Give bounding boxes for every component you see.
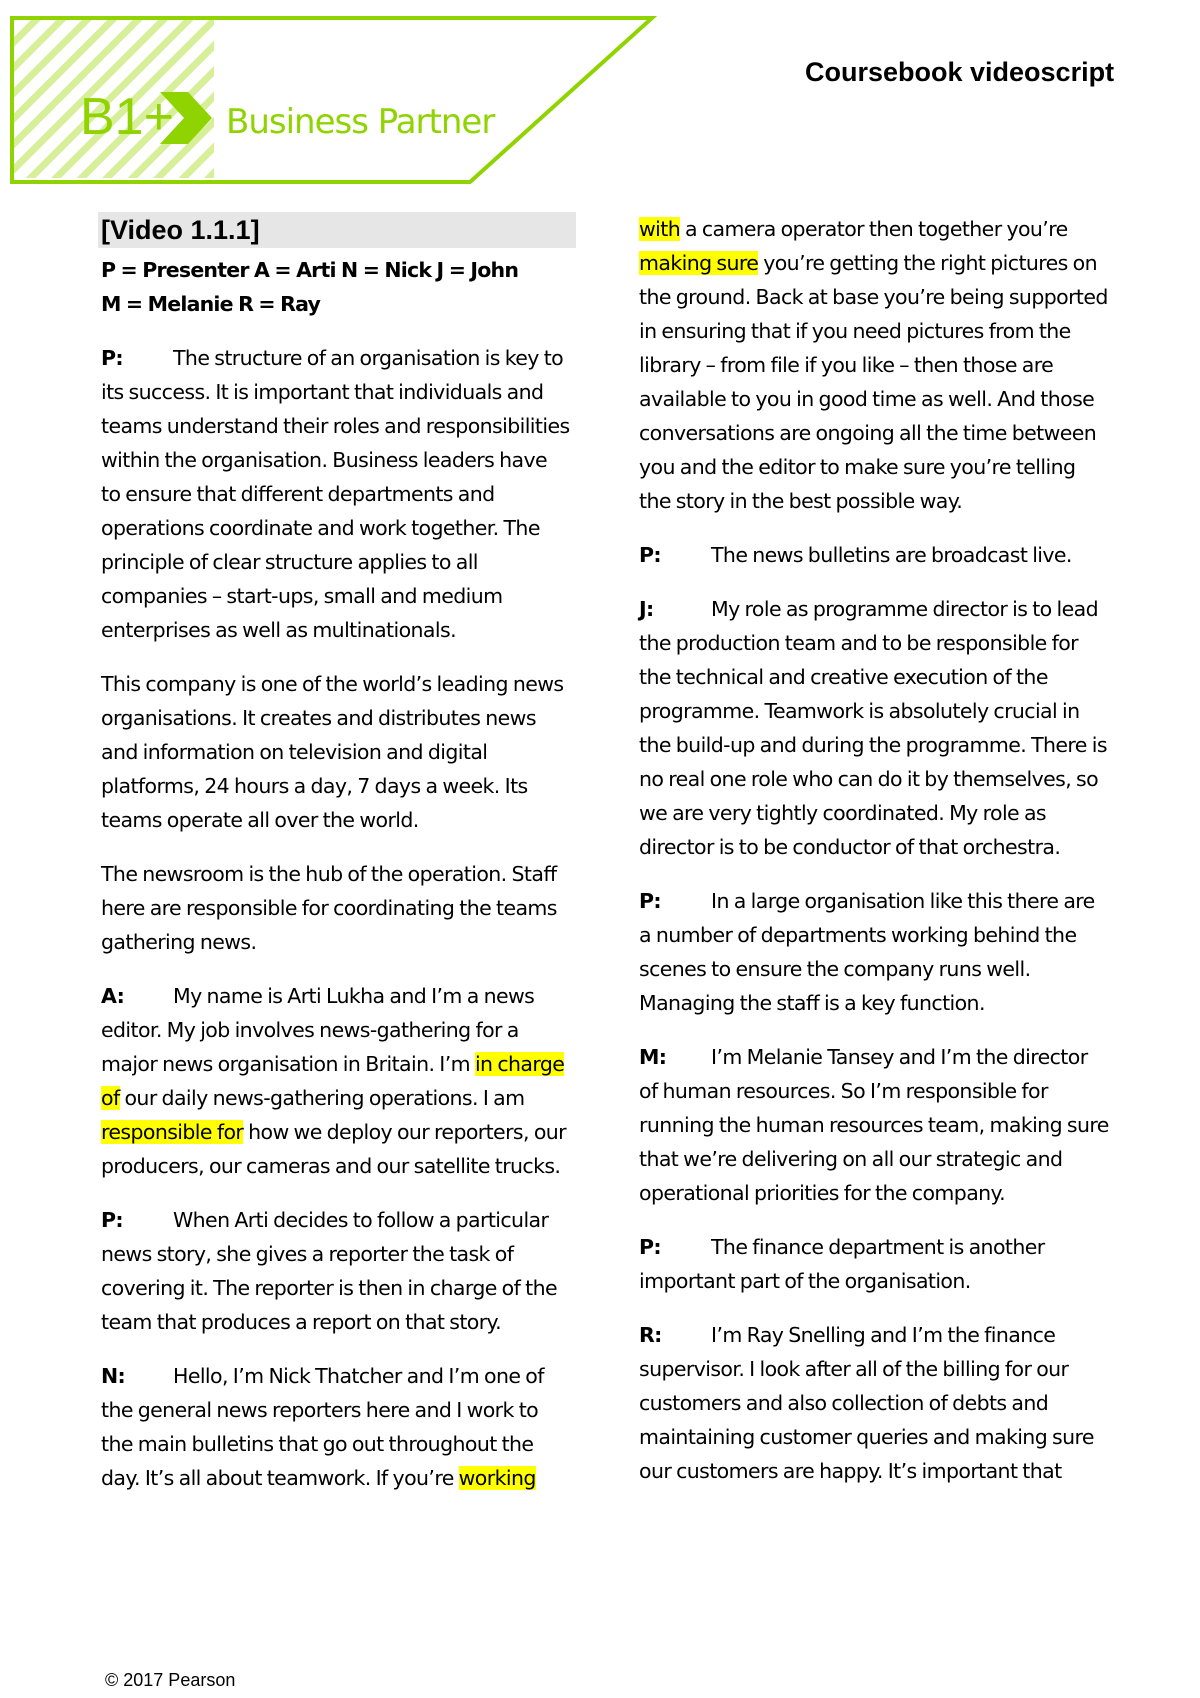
speaker-key-line: M = Melanie R = Ray (101, 292, 321, 316)
paragraph-text: The structure of an organisation is key to its success. It is important that individuals and teams understand their roles and responsibilities within the organisation. Business leaders have to ensure that different departments and operations coordinate and work together. The principle of clear structure applies to all companies – start-ups, small and medium enterprises as well as multinationals. (101, 346, 570, 642)
paragraph-text: our daily news-gathering operations. I am (119, 1086, 525, 1110)
script-paragraph (101, 1203, 571, 1339)
paragraph-text: I’m Ray Snelling and I’m the finance supervisor. I look after all of the billing for our customers and also collection of debts and maintaining customer queries and making sure our customers are happy. It’s important that (639, 1323, 1094, 1483)
speaker-key (101, 253, 571, 321)
script-paragraph: This company is one of the world’s leading news organisations. It creates and distributes news and information on television and digital platforms, 24 hours a day, 7 days a week. Its teams operate all over the world. (101, 672, 564, 832)
logo-series: Business Partner (226, 102, 495, 142)
speaker-label: J: (639, 597, 654, 621)
speaker-key-line: P = Presenter A = Arti N = Nick J = John (101, 258, 519, 282)
script-paragraph: The newsroom is the hub of the operation. Staff here are responsible for coordinating the teams gathering news. (101, 862, 557, 954)
script-paragraph (639, 538, 1109, 572)
highlighted-phrase: in charge of (101, 1052, 565, 1110)
highlighted-phrase: working (458, 1466, 536, 1490)
paragraph-text: In a large organisation like this there are a number of departments working behind the scenes to ensure the company runs well. Managing the staff is a key function. (639, 889, 1095, 1015)
speaker-label: N: (101, 1364, 126, 1388)
paragraph-text: When Arti decides to follow a particular news story, she gives a reporter the task of covering it. The reporter is then in charge of the team that produces a report on that story. (101, 1208, 557, 1334)
video-title: [Video 1.1.1] (98, 212, 576, 248)
logo-level: B1+ (80, 88, 174, 146)
speaker-label: M: (639, 1045, 667, 1069)
speaker-label: P: (639, 1235, 662, 1259)
script-paragraph (639, 212, 1109, 518)
paragraph-text: how we deploy our reporters, our producers, our cameras and our satellite trucks. (101, 1120, 566, 1178)
highlighted-phrase: with (639, 217, 681, 241)
script-paragraph (639, 1318, 1109, 1488)
highlighted-phrase: making sure (639, 251, 759, 275)
script-paragraph (639, 884, 1109, 1020)
left-column (101, 212, 571, 1515)
paragraph-text: The finance department is another important part of the organisation. (639, 1235, 1045, 1293)
document-type-label: Coursebook videoscript (805, 57, 1115, 87)
paragraph-text: I’m Melanie Tansey and I’m the director of human resources. So I’m responsible for running the human resources team, making sure that we’re delivering on all our strategic and operational priorities for the company. (639, 1045, 1109, 1205)
paragraph-text: Hello, I’m Nick Thatcher and I’m one of the general news reporters here and I work to the main bulletins that go out throughout the day. It’s all about teamwork. If you’re (101, 1364, 544, 1490)
speaker-label: P: (101, 346, 124, 370)
paragraph-text: a camera operator then together you’re (680, 217, 1068, 241)
right-column (639, 212, 1109, 1508)
script-paragraph (639, 1040, 1109, 1210)
script-paragraph (101, 1359, 571, 1495)
speaker-label: A: (101, 984, 125, 1008)
paragraph-text: My role as programme director is to lead the production team and to be responsible for the technical and creative execution of the programme. Teamwork is absolutely crucial in the build-up and during the programme. There is no real one role who can do it by themselves, so we are very tightly coordinated. My role as director is to be conductor of that orchestra. (639, 597, 1107, 859)
paragraph-text: The news bulletins are broadcast live. (711, 543, 1072, 567)
script-paragraph (639, 592, 1109, 864)
speaker-label: P: (101, 1208, 124, 1232)
copyright-notice: © 2017 Pearson (105, 1670, 236, 1690)
speaker-label: P: (639, 889, 662, 913)
paragraph-text: you’re getting the right pictures on the ground. Back at base you’re being supported in ensuring that if you need pictures from the library – from file if you like – then those are available to you in good time as well. And those conversations are ongoing all the time between you and the editor to make sure you’re telling the story in the best possible way. (639, 251, 1108, 513)
paragraph-text: My name is Arti Lukha and I’m a news editor. My job involves news-gathering for a major news organisation in Britain. I’m (101, 984, 535, 1076)
highlighted-phrase: responsible for (101, 1120, 244, 1144)
script-paragraph (101, 979, 571, 1183)
script-paragraph (101, 341, 571, 647)
speaker-label: P: (639, 543, 662, 567)
script-paragraph (639, 1230, 1109, 1298)
header-logo (0, 0, 660, 190)
speaker-label: R: (639, 1323, 662, 1347)
